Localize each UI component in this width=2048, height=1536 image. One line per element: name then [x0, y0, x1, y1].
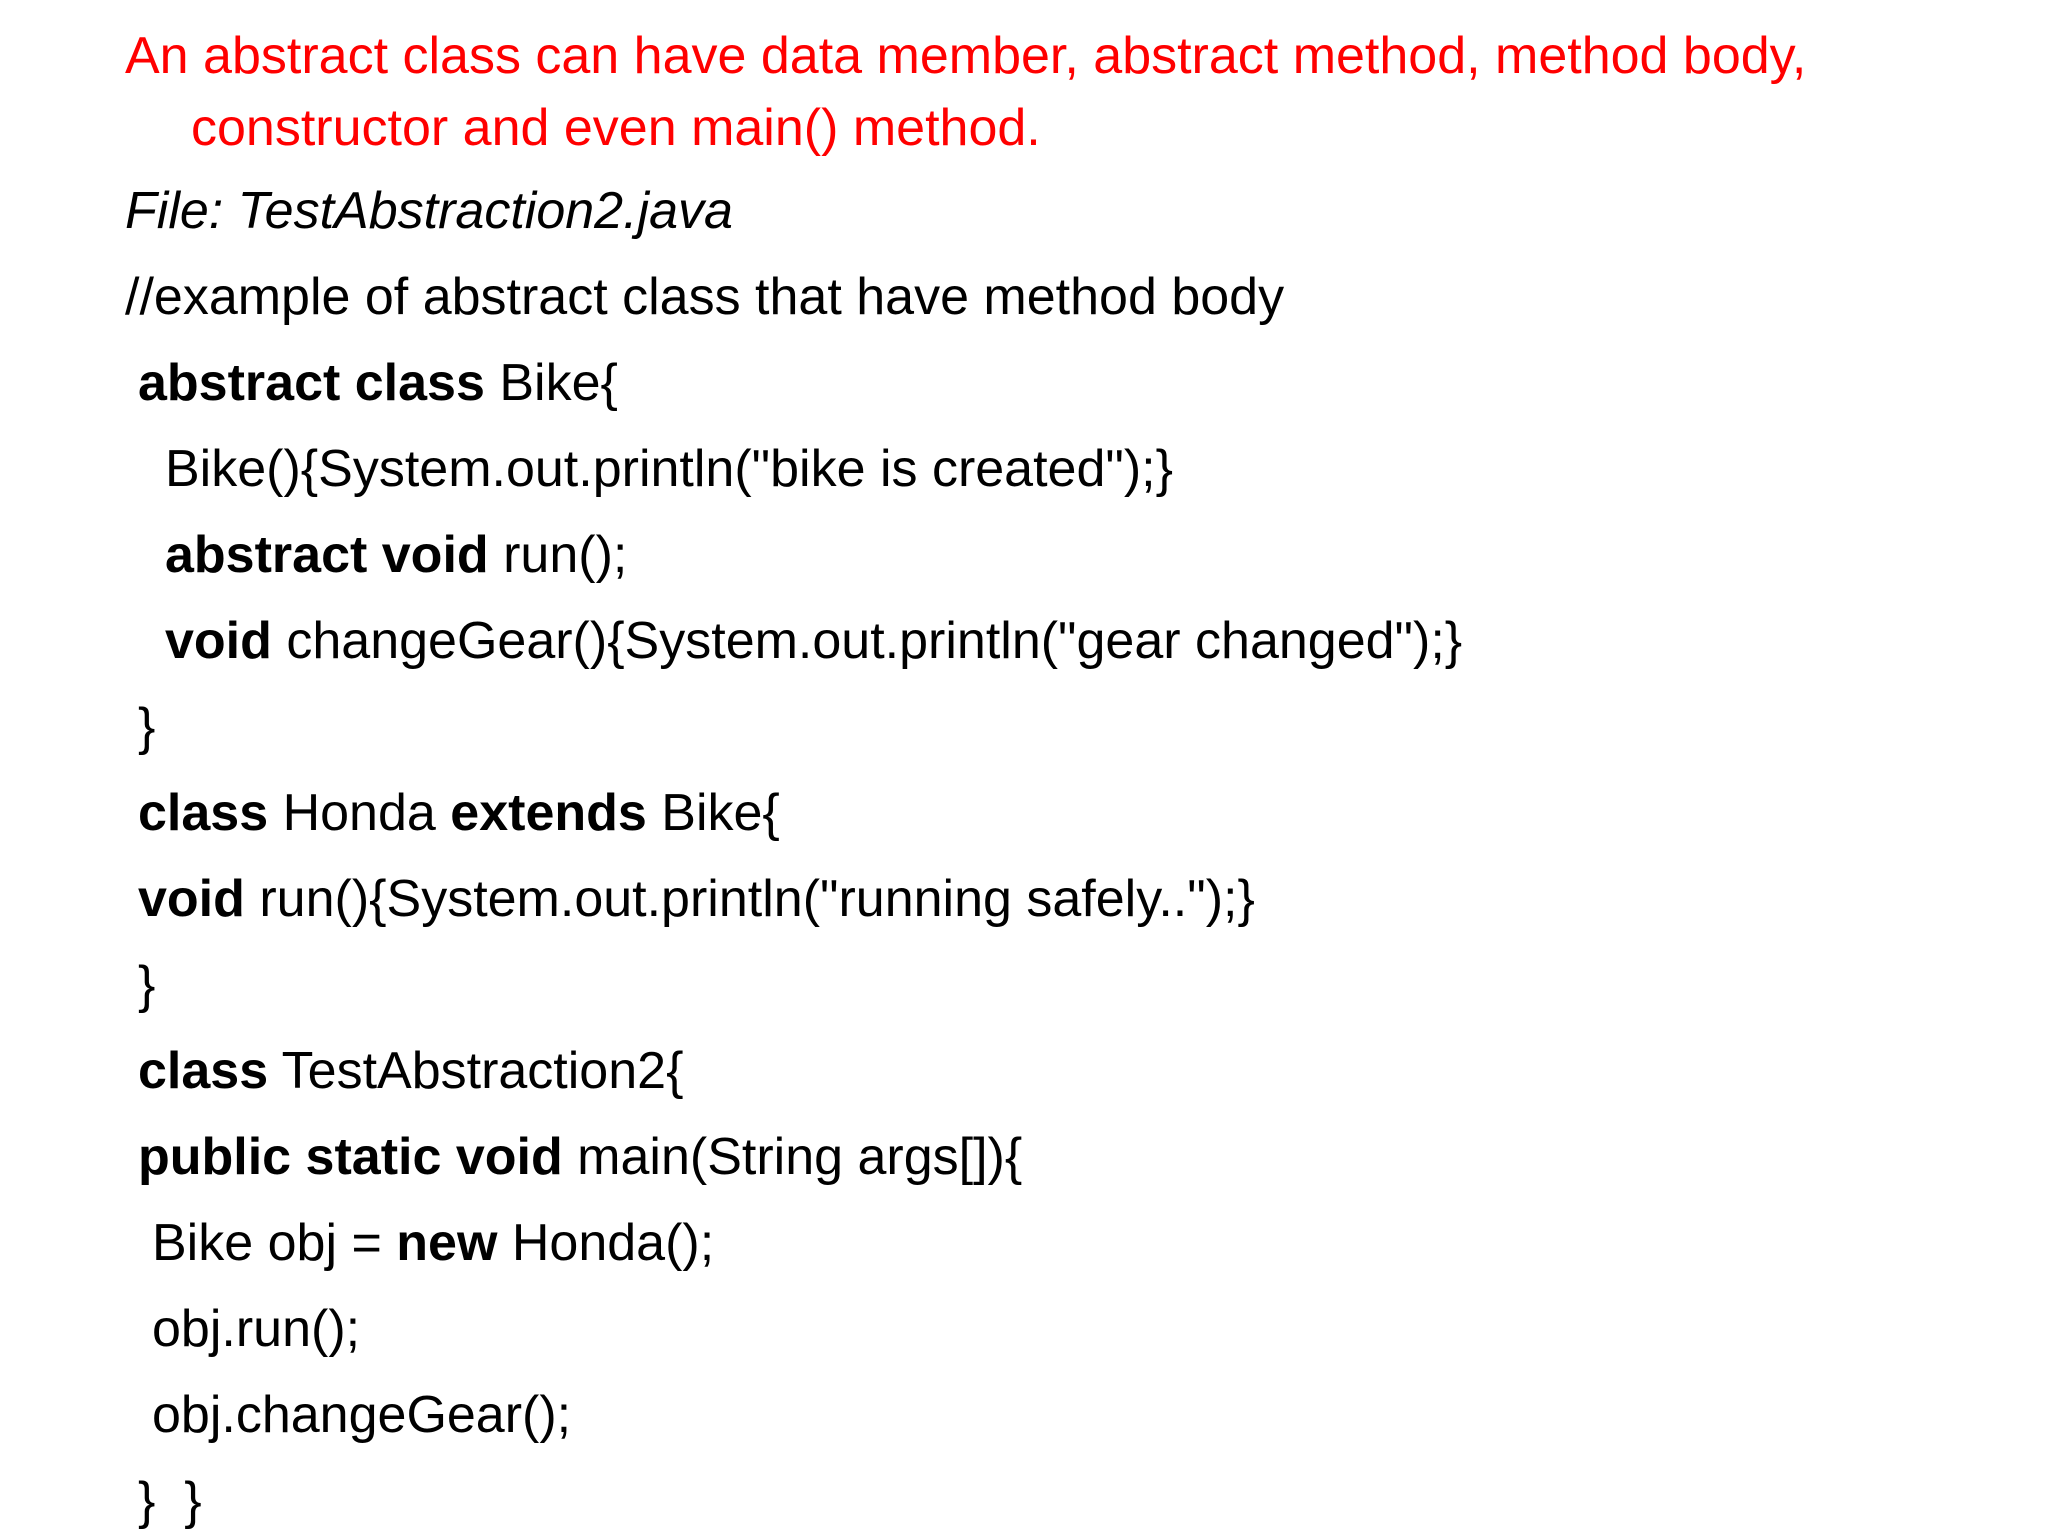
code-text: Bike{	[484, 354, 618, 412]
code-comment: //example of abstract class that have method body	[125, 268, 1285, 326]
code-text: main(String args[]){	[562, 1128, 1023, 1186]
code-line-14: } }	[138, 1472, 202, 1530]
keyword: class	[138, 784, 269, 842]
code-text: run();	[488, 526, 628, 584]
code-line-1	[138, 348, 618, 418]
code-line-12: obj.run();	[152, 1300, 361, 1358]
code-text: changeGear(){System.out.println("gear changed");}	[271, 612, 1463, 670]
code-text: TestAbstraction2{	[268, 1042, 684, 1100]
code-line-11	[152, 1208, 714, 1278]
keyword: extends	[450, 784, 647, 842]
code-line-3	[165, 520, 627, 590]
keyword: abstract void	[165, 526, 489, 584]
keyword: new	[396, 1214, 498, 1272]
code-text: Bike{	[646, 784, 780, 842]
code-line-2: Bike(){System.out.println("bike is created");}	[165, 440, 1173, 498]
keyword: abstract class	[138, 354, 485, 412]
intro-line-1: An abstract class can have data member, abstract method, method body,	[125, 27, 1807, 85]
keyword: void	[138, 870, 245, 928]
code-line-13: obj.changeGear();	[152, 1386, 572, 1444]
code-line-5: }	[138, 698, 156, 756]
code-line-7	[138, 864, 1255, 934]
code-line-10	[138, 1122, 1022, 1192]
file-label: File: TestAbstraction2.java	[125, 182, 733, 240]
code-text: run(){System.out.println("running safely..");}	[244, 870, 1255, 928]
keyword: public static void	[138, 1128, 563, 1186]
code-text: Bike obj =	[152, 1214, 397, 1272]
intro-text	[125, 20, 2005, 164]
keyword: class	[138, 1042, 269, 1100]
code-line-6	[138, 778, 780, 848]
code-line-4	[165, 606, 1462, 676]
keyword: void	[165, 612, 272, 670]
intro-line-2: constructor and even main() method.	[191, 99, 1041, 157]
code-text: Honda();	[497, 1214, 715, 1272]
code-text: Honda	[268, 784, 451, 842]
code-line-8: }	[138, 956, 156, 1014]
code-line-9	[138, 1036, 683, 1106]
